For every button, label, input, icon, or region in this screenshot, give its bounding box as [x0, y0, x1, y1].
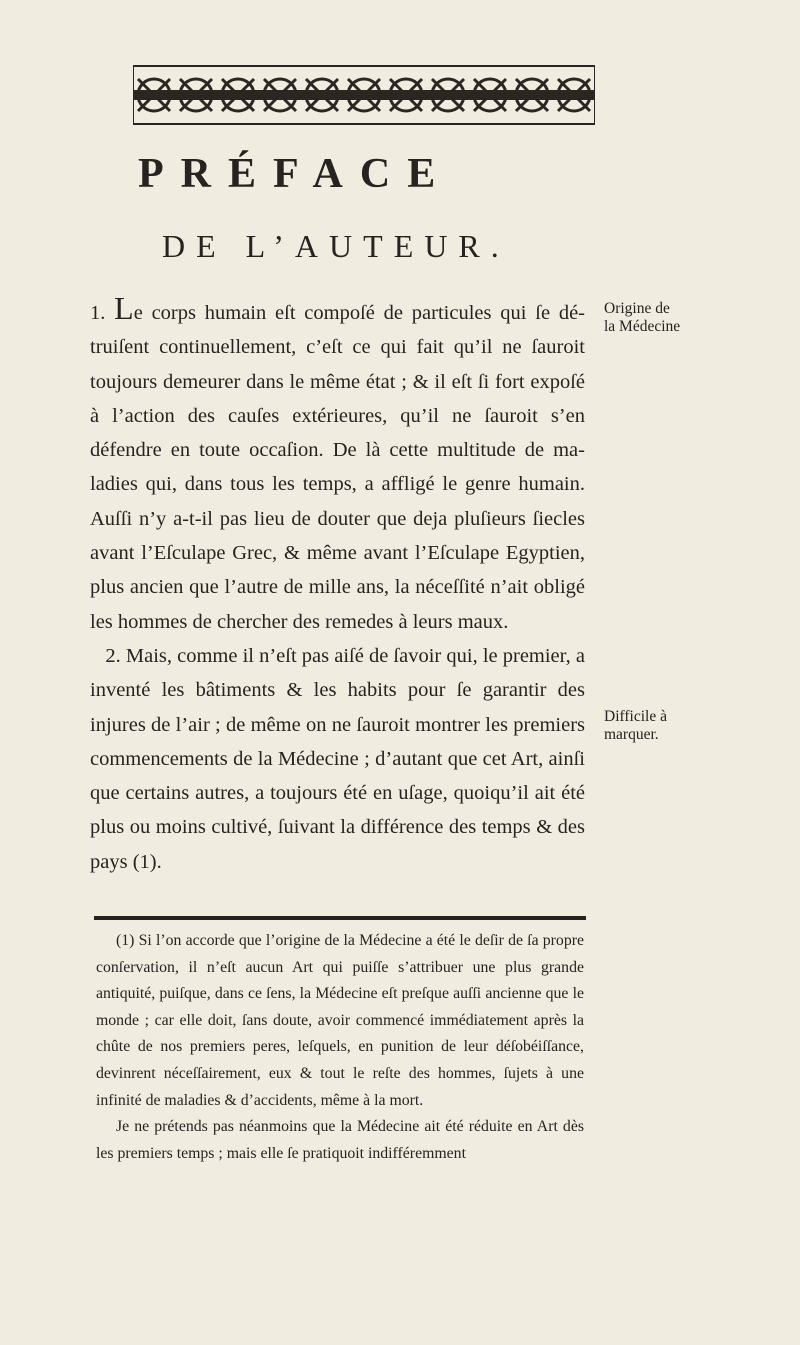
- footnote-separator-rule: [94, 916, 586, 920]
- footnote-text: Si l’on accorde que l’origine de la Médecine a été le deſir de ſa propre conſervation, il n’eſt aucun Art qui puiſſe s’attribuer une plus grande antiquité, puiſque, dans ce ſens, la Médecine eſt preſque auſſi ancienne que le monde ; car elle doit, ſans doute, avoir commencé immédiatement après la chûte de nos premiers peres, leſquels, en punition de leur déſobéiſſance, devinrent néceſſairement, eux & tout le reſte des hommes, ſujets à une infinité de maladies & d’accidents, même à la mort.: [96, 932, 584, 1109]
- footnote-paragraph-2: [96, 1114, 584, 1167]
- paragraph-1: [90, 290, 585, 639]
- decorative-headpiece-ornament: [133, 64, 595, 126]
- margin-note-origin: [604, 300, 794, 336]
- footnote: [96, 928, 584, 1167]
- paragraph-number: 2.: [105, 644, 121, 667]
- page-title: PRÉFACE: [138, 151, 453, 197]
- margin-note-line: Origine de: [604, 300, 670, 317]
- footnote-text: Je ne prétends pas néanmoins que la Médecine ait été réduite en Art dès les premiers temps ; mais elle ſe pratiquoit indifféremment: [96, 1118, 584, 1162]
- margin-note-line: marquer.: [604, 726, 659, 743]
- paragraph-text: e corps humain eſt compoſé de particules qui ſe détruiſent continuellement, c’eſt ce qui fait qu’il ne ſauroit toujours demeurer dans le même état ; & il eſt ſi fort expoſé à l’action des cauſes extérieures, qu’il ne ſauroit s’en défendre en toute occaſion. De là cette multitude de maladies qui, dans tous les temps, a affligé le genre humain. Auſſi n’y a-t-il pas lieu de douter que deja pluſieurs ſiecles avant l’Eſculape Grec, & même avant l’Eſculape Egyptien, plus ancien que l’autre de mille ans, la néceſſité n’ait obligé les hommes de chercher des remedes à leurs maux.: [90, 302, 585, 633]
- footnote-paragraph-1: [96, 928, 584, 1114]
- page-subtitle: DE L’AUTEUR.: [162, 228, 510, 264]
- paragraph-text: Mais, comme il n’eſt pas aiſé de ſavoir qui, le premier, a inventé les bâtiments & les habits pour ſe garantir des injures de l’air ; de même on ne ſauroit montrer les premiers commencements de la Médecine ; d’autant que cet Art, ainſi que certains autres, a toujours été en uſage, quoiqu’il ait été plus ou moins cultivé, ſuivant la différence des temps & des pays (1).: [90, 644, 586, 873]
- drop-capital: L: [114, 290, 134, 326]
- paragraph-number: 1.: [90, 302, 106, 324]
- paragraph-2: [90, 639, 585, 879]
- page-title-block: [0, 150, 800, 210]
- footnote-marker: (1): [116, 932, 135, 949]
- margin-note-line: la Médecine: [604, 318, 681, 335]
- main-text: [90, 290, 586, 879]
- margin-note-difficulty: [604, 708, 794, 744]
- margin-note-line: Difficile à: [604, 708, 667, 725]
